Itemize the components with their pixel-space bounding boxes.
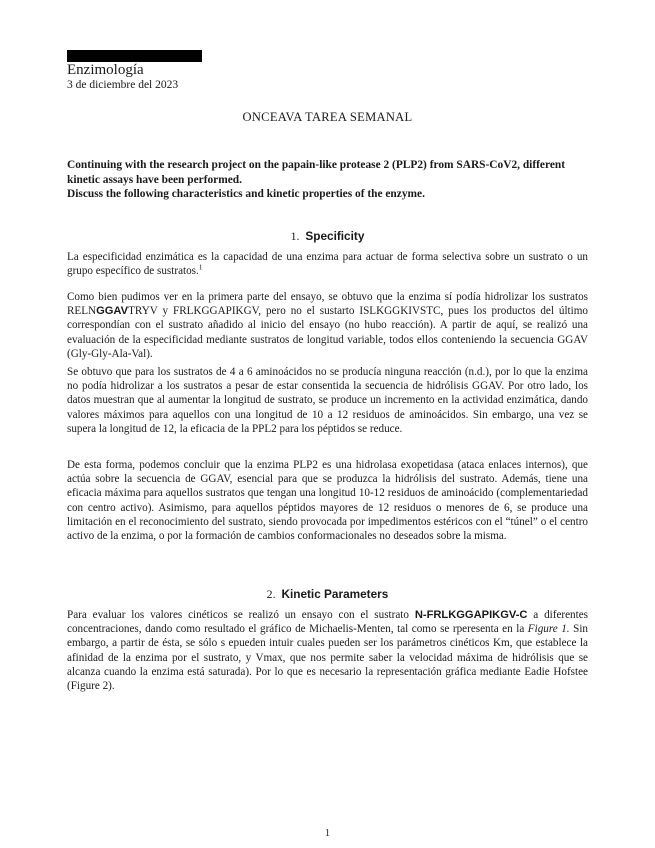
footnote-marker: 1 bbox=[198, 262, 203, 272]
bold-sequence: GGAV bbox=[96, 305, 129, 318]
prompt-line-2: Discuss the following characteristics and kinetic properties of the enzyme. bbox=[67, 188, 425, 200]
section-2-number: 2. bbox=[266, 587, 276, 601]
bold-substrate: N-FRLKGGAPIKGV-C bbox=[414, 609, 528, 621]
paragraph-text: TRYV y FRLKGGAPIKGV, pero no el sustarto ISLKGGKIVSTC, pues los productos del último correspondían con el sustrato añadido al inicio del ensayo (no hubo reacción). A partir de aquí, se realizó una evaluación de la especificidad mediante sustratos de longitud variable, todos ellos conteniendo la secuencia GGAV (Gly-Gly-Ala-Val). bbox=[67, 305, 588, 360]
section-1-paragraph-1 bbox=[67, 250, 588, 278]
paragraph-text: Como bien pudimos ver en la primera parte del ensayo, se obtuvo que la enzima sí podía hidrolizar los sustratos RELN bbox=[67, 291, 588, 318]
page-title: ONCEAVA TAREA SEMANAL bbox=[242, 110, 413, 124]
document-date: 3 de diciembre del 2023 bbox=[67, 79, 179, 91]
section-1-number: 1. bbox=[290, 229, 300, 243]
paragraph-text: Para evaluar los valores cinéticos se realizó un ensayo con el sustrato bbox=[67, 609, 415, 621]
section-1-paragraph-3: Se obtuvo que para los sustratos de 4 a 6 aminoácidos no se producía ninguna reacción (n.d.), por lo que la enzima no podía hidrolizar a los sustratos a pesar de estar consentida la secuencia de hidrólisis GGAV. Por otro lado, los datos muestran que al aumentar la longitud de sustrato, se produce un incremento en la actividad enzimática, dando valores máximos para aquellos con una longitud de 10 a 12 residuos de aminoácidos. Sin embargo, una vez se supera la longitud de 12, la eficacia de la PPL2 para los péptidos se reduce. bbox=[67, 366, 588, 435]
section-1-paragraph-2 bbox=[67, 290, 588, 361]
assignment-prompt bbox=[67, 158, 587, 202]
section-1-paragraph-4: De esta forma, podemos concluir que la enzima PLP2 es una hidrolasa exopetidasa (ataca enlaces internos), que actúa sobre la secuencia de GGAV, esencial para que se produzca la hidrólisis del sustrato. Además, tiene una eficacia máxima para aquellos sustratos que tengan una longitud 10-12 residuos de aminoácido (complementariedad con centro activo). Asimismo, para aquellos péptidos mayores de 12 residuos o menores de 6, se produce una limitación en el reconocimiento del sustrato, siendo provocada por impedimentos estéricos con el “túnel” o el centro activo de la enzima, o por la formación de cambios conformacionales no deseados sobre la misma. bbox=[67, 459, 588, 543]
page-number: 1 bbox=[325, 828, 330, 839]
paragraph-text: a diferentes concentraciones, dando como resultado el gráfico de Michaelis-Menten, tal como se rperesenta en la bbox=[67, 609, 589, 636]
course-name: Enzimología bbox=[67, 62, 144, 78]
figure-reference: Figure 1. bbox=[527, 623, 570, 636]
section-1-title: Specificity bbox=[305, 229, 365, 243]
section-2-title: Kinetic Parameters bbox=[281, 587, 389, 601]
prompt-line-1: Continuing with the research project on the papain-like protease 2 (PLP2) from SARS-CoV2, different kinetic assays have been performed. bbox=[67, 159, 566, 186]
section-2-heading bbox=[0, 587, 655, 602]
section-2-paragraph-1 bbox=[67, 608, 588, 693]
paragraph-text: Sin embargo, a partir de ésta, se sólo s epueden intuir cuales pueden ser los parámetros cinéticos Km, que establece la afinidad de la enzima por el sustrato, y Vmax, que nos permite saber la velocidad máxima de hidrólisis que se alcanza cuando la enzima está saturada). Por lo que es necesario la representación gráfica mediante Eadie Hofstee (Figure 2). bbox=[67, 623, 588, 693]
section-1-heading bbox=[0, 229, 655, 244]
paragraph-text: La especificidad enzimática es la capacidad de una enzima para actuar de forma selectiva sobre un sustrato o un grupo específico de sustratos. bbox=[67, 251, 588, 278]
